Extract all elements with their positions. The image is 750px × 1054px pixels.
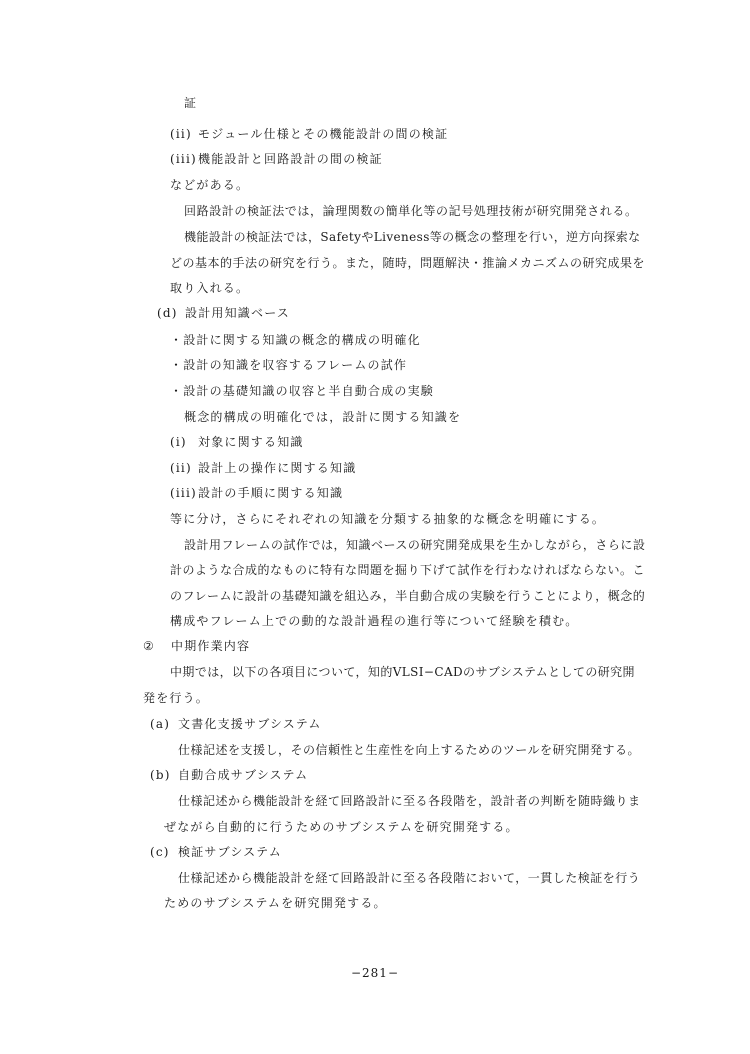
list-item-text: 文書化支援サブシステム <box>178 717 322 731</box>
paragraph-line: どの基本的手法の研究を行う。また，随時，問題解決・推論メカニズムの研究成果を <box>170 256 646 270</box>
list-item-text: 設計上の操作に関する知識 <box>198 461 357 475</box>
list-marker: (a) <box>150 717 171 731</box>
list-marker: (c) <box>150 845 170 859</box>
list-marker: (iii) <box>170 152 197 166</box>
section-marker: (d) <box>157 306 178 320</box>
page-number: −281− <box>350 966 399 980</box>
bullet-item: ・設計の基礎知識の収容と半自動合成の実験 <box>170 384 435 398</box>
text-line: などがある。 <box>170 178 250 192</box>
paragraph-line: 取り入れる。 <box>170 281 250 295</box>
list-marker: (iii) <box>170 486 197 500</box>
section-marker: ② <box>143 639 155 653</box>
list-item-text: 機能設計と回路設計の間の検証 <box>198 152 383 166</box>
paragraph-line: ぜながら自動的に行うためのサブシステムを研究開発する。 <box>164 820 519 834</box>
section-title: 中期作業内容 <box>171 639 251 653</box>
list-item <box>150 716 322 732</box>
paragraph-line: ためのサブシステムを研究開発する。 <box>164 896 387 910</box>
paragraph-line: 構成やフレーム上での動的な設計過程の進行等について経験を積む。 <box>170 614 579 628</box>
section-heading <box>157 305 290 321</box>
paragraph-line: 機能設計の検証法では，SafetyやLiveness等の概念の整理を行い，逆方向探索な <box>184 230 641 244</box>
paragraph-line: 中期では，以下の各項目について，知的VLSI−CADのサブシステムとしての研究開 <box>170 665 635 679</box>
list-item <box>150 844 282 860</box>
section-title: 設計用知識ベース <box>185 306 291 320</box>
list-item-text: モジュール仕様とその機能設計の間の検証 <box>198 127 449 141</box>
list-marker: (b) <box>150 768 171 782</box>
list-item-text: 検証サブシステム <box>178 845 282 859</box>
paragraph-line: 等に分け，さらにそれぞれの知識を分類する抽象的な概念を明確にする。 <box>170 512 606 526</box>
paragraph-line: のフレームに設計の基礎知識を組込み，半自動合成の実験を行うことにより，概念的 <box>170 589 646 603</box>
bullet-item: ・設計に関する知識の概念的構成の明確化 <box>170 333 421 347</box>
text-line: 証 <box>184 96 198 110</box>
list-item <box>170 460 356 476</box>
section-heading <box>143 638 250 654</box>
list-item <box>170 126 448 142</box>
paragraph-line: 仕様記述を支援し，その信頼性と生産性を向上するためのツールを研究開発する。 <box>178 743 641 757</box>
list-item <box>170 434 304 450</box>
paragraph-line: 発を行う。 <box>143 691 210 705</box>
list-item-text: 設計の手順に関する知識 <box>198 486 344 500</box>
list-item <box>170 151 383 167</box>
list-item-text: 自動合成サブシステム <box>178 768 309 782</box>
bullet-item: ・設計の知識を収容するフレームの試作 <box>170 358 408 372</box>
list-item <box>150 767 308 783</box>
list-marker: (ii) <box>170 461 192 475</box>
paragraph-line: 仕様記述から機能設計を経て回路設計に至る各段階を，設計者の判断を随時織りま <box>178 794 641 808</box>
paragraph-line: 設計用フレームの試作では，知識ベースの研究開発成果を生かしながら，さらに設 <box>184 538 646 552</box>
paragraph-line: 回路設計の検証法では，論理関数の簡単化等の記号処理技術が研究開発される。 <box>184 204 638 218</box>
list-marker: (ii) <box>170 127 192 141</box>
list-marker: (i) <box>170 435 187 449</box>
list-item-text: 対象に関する知識 <box>198 435 304 449</box>
paragraph-line: 概念的構成の明確化では，設計に関する知識を <box>184 410 462 424</box>
paragraph-line: 仕様記述から機能設計を経て回路設計に至る各段階において，一貫した検証を行う <box>178 871 641 885</box>
paragraph-line: 計のような合成的なものに特有な問題を掘り下げて試作を行わなければならない。こ <box>170 563 646 577</box>
list-item <box>170 485 343 501</box>
